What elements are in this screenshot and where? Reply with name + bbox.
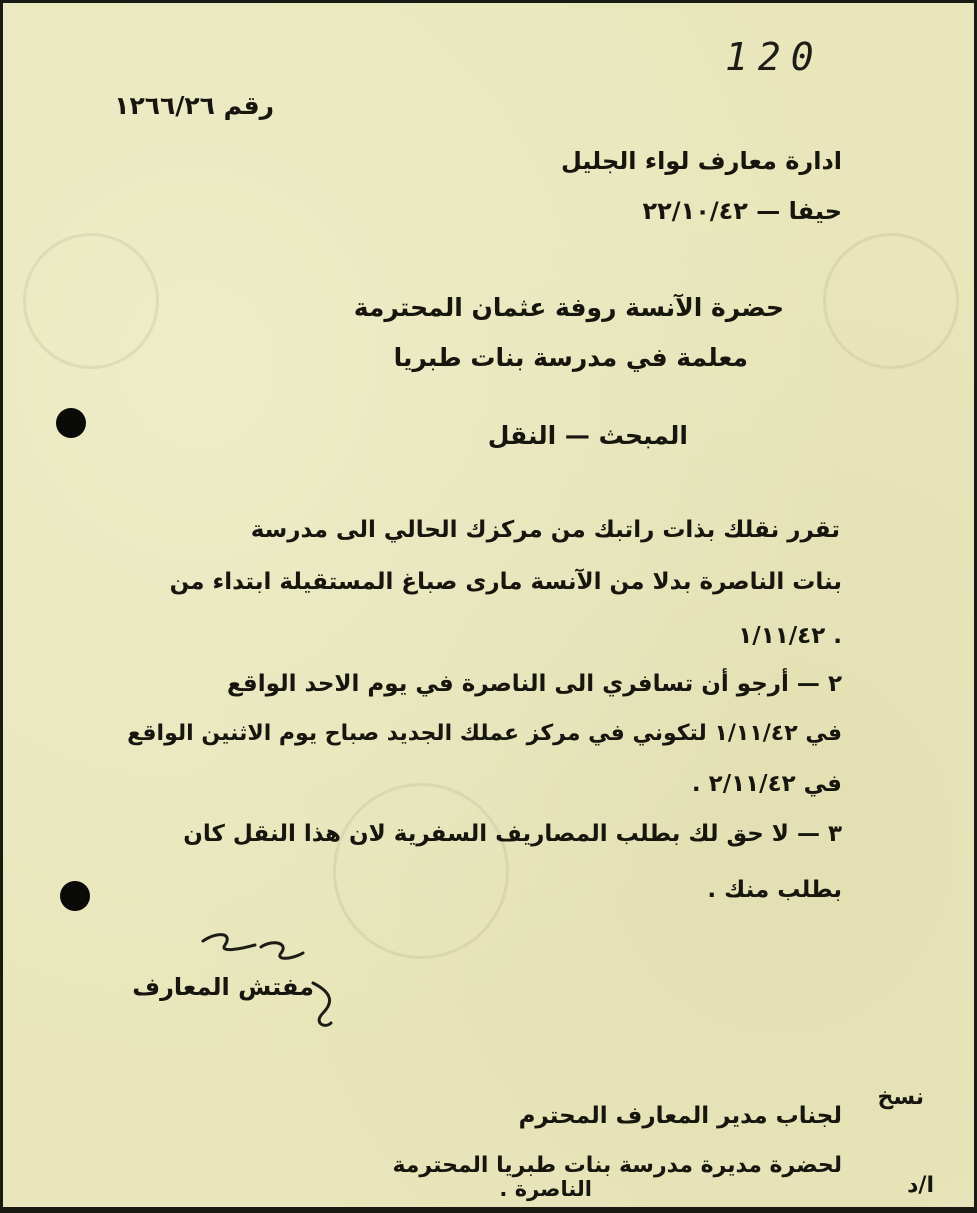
copy-recipient: لجناب مدير المعارف المحترم [518,1103,842,1129]
subject-line: المبحث — النقل [487,421,688,450]
body-line: تقرر نقلك بذات راتبك من مركزك الحالي الى مدرسة [250,517,840,543]
body-line: في ١/١١/٤٢ لتكوني في مركز عملك الجديد صباح يوم الاثنين الواقع [127,721,842,746]
watermark-stamp [23,233,159,369]
watermark-stamp [823,233,959,369]
document-page [3,3,974,1207]
recipient-line-2: معلمة في مدرسة بنات طبريا [393,343,748,372]
signature-title: مفتش المعارف [132,973,314,1001]
watermark-stamp [333,783,509,959]
body-line: ٢ — أرجو أن تسافري الى الناصرة في يوم الاحد الواقع [226,671,842,697]
body-line: ٣ — لا حق لك بطلب المصاريف السفرية لان هذا النقل كان [183,821,842,847]
copy-recipient-city: الناصرة . [499,1177,592,1201]
page-number: 120 [725,35,824,79]
copy-recipient: لحضرة مديرة مدرسة بنات طبريا المحترمة [392,1153,842,1178]
recipient-line-1: حضرة الآنسة روفة عثمان المحترمة [353,293,784,322]
body-line: في ٢/١١/٤٢ . [691,771,842,797]
sender-office: ادارة معارف لواء الجليل [560,147,842,175]
reference-number: رقم ١٢٦٦/٢٦ [114,91,274,120]
punch-hole-top [56,408,86,438]
place-date: حيفا — ٢٢/١٠/٤٢ [642,197,842,225]
punch-hole-bottom [60,881,90,911]
body-line: بطلب منك . [707,877,842,903]
body-line: ١/١١/٤٢ . [738,623,842,649]
body-line: بنات الناصرة بدلا من الآنسة مارى صباغ المستقيلة ابتداء من [169,569,842,595]
typist-initials: ا/د [907,1173,934,1198]
copies-label: نسخ [877,1085,924,1110]
